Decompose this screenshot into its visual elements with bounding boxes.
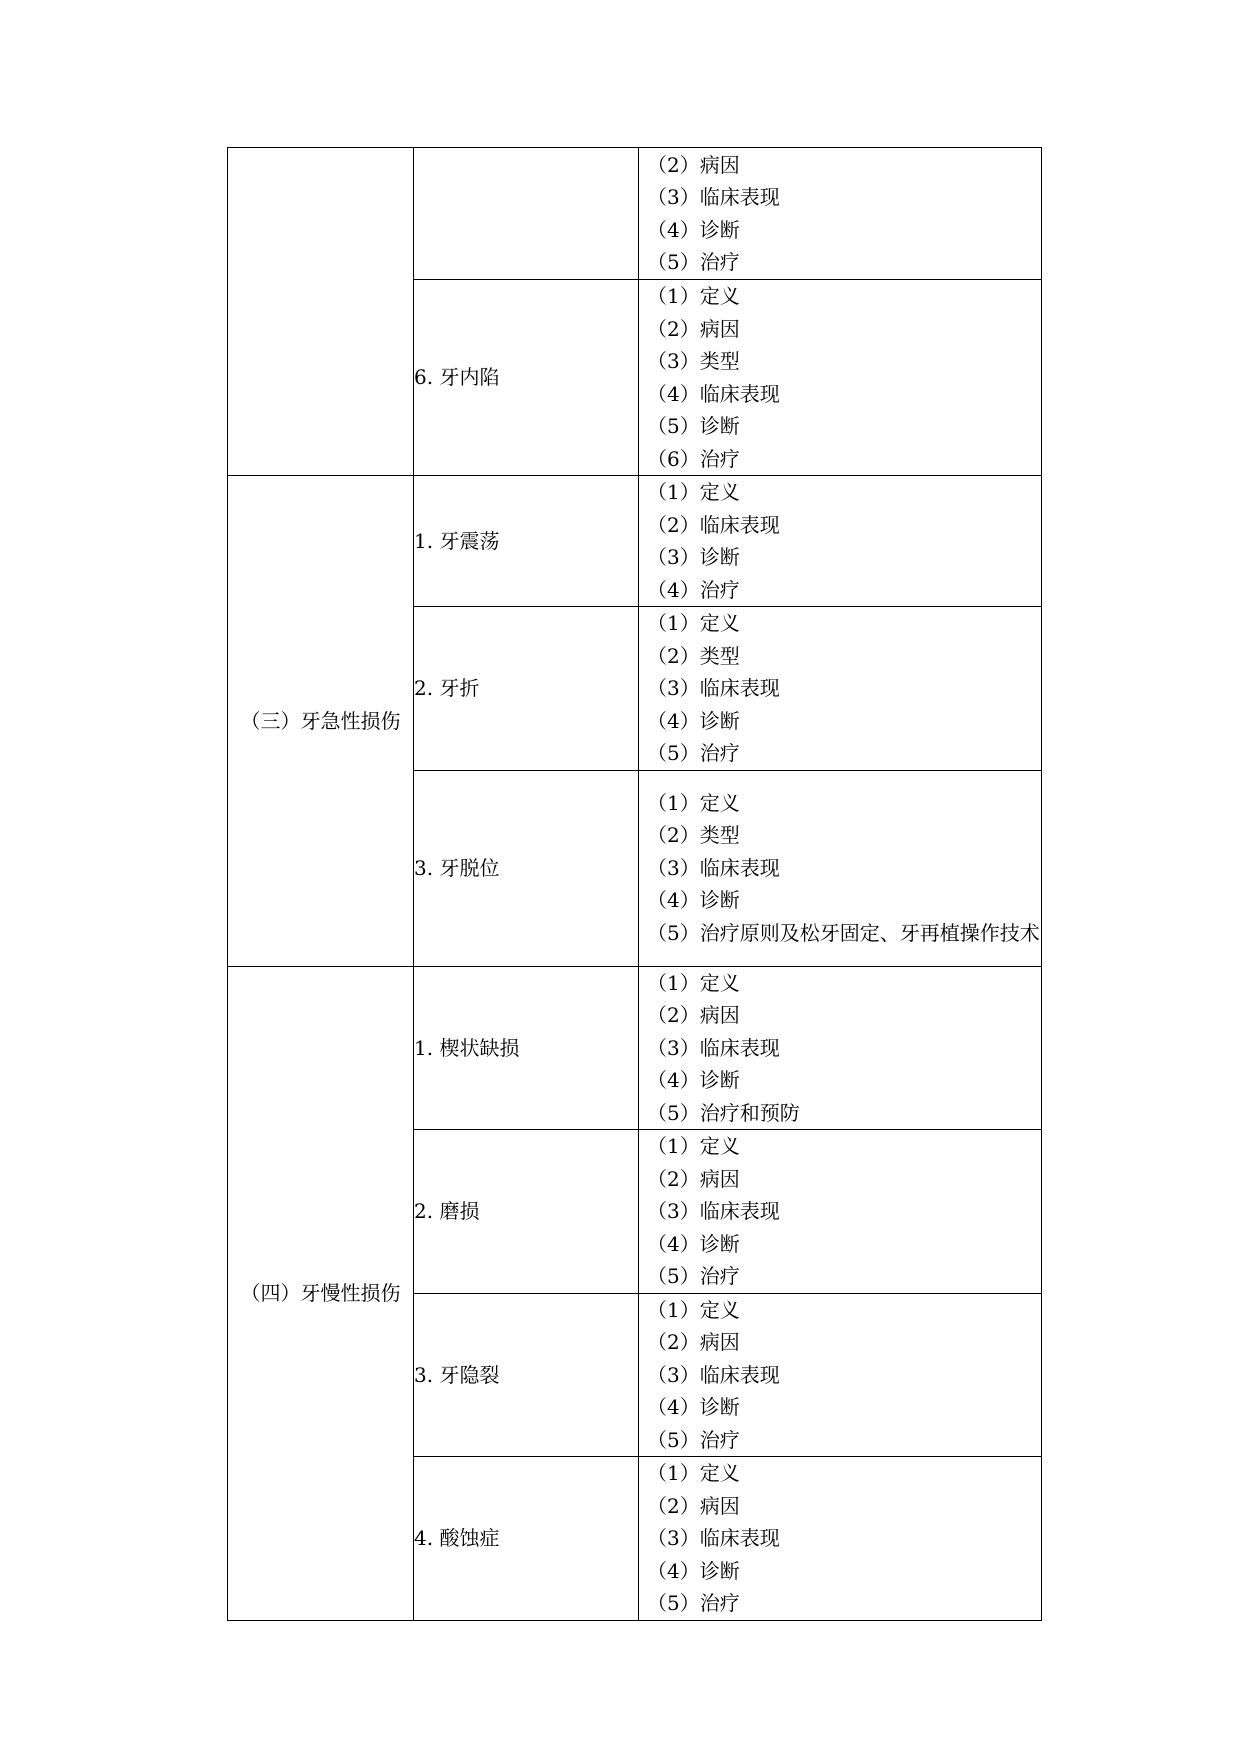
list-item: （2）病因: [647, 1166, 740, 1191]
list-item: （3）诊断: [647, 545, 740, 569]
items-cell: [639, 476, 1042, 607]
list-item: （2）病因: [647, 1330, 740, 1354]
list-item: （2）病因: [647, 1493, 740, 1518]
list-item: （1）定义: [647, 970, 740, 995]
syllabus-table: [227, 147, 1042, 1621]
list-item: （4）诊断: [647, 1068, 740, 1092]
items-cell: [639, 280, 1042, 476]
list-item: （4）诊断: [647, 708, 740, 733]
list-item: （4）诊断: [647, 888, 740, 913]
table-row: [228, 148, 1042, 280]
list-item: （2）病因: [647, 316, 740, 341]
subtopic-cell: [414, 148, 639, 280]
list-item: （3）临床表现: [647, 1199, 780, 1223]
list-item: （3）临床表现: [647, 855, 780, 880]
items-cell: [639, 148, 1042, 280]
items-cell: [639, 1130, 1042, 1294]
list-item: （4）诊断: [647, 1395, 740, 1419]
list-item: （4）治疗: [647, 577, 740, 602]
list-item: （3）临床表现: [647, 1362, 780, 1387]
list-item: （5）诊断: [647, 414, 740, 438]
table-row: [228, 966, 1042, 1130]
list-item: （1）定义: [647, 790, 740, 815]
list-item: （1）定义: [647, 284, 740, 308]
items-cell: [639, 1457, 1042, 1621]
list-item: （4）诊断: [647, 1231, 740, 1256]
list-item: （2）病因: [647, 152, 740, 177]
subtopic-cell: 6. 牙内陷: [414, 280, 639, 476]
subtopic-cell: 1. 楔状缺损: [414, 966, 639, 1130]
category-cell: [228, 148, 414, 476]
list-item: （3）临床表现: [647, 1035, 780, 1060]
list-item: （2）类型: [647, 643, 740, 668]
list-item: （4）临床表现: [647, 381, 780, 406]
items-cell: [639, 607, 1042, 771]
subtopic-cell: 2. 牙折: [414, 607, 639, 771]
items-cell: [639, 770, 1042, 966]
category-cell: （四）牙慢性损伤: [228, 966, 414, 1620]
list-item: （5）治疗: [647, 1264, 740, 1288]
list-item: （1）定义: [647, 1461, 740, 1485]
list-item: （6）治疗: [647, 446, 740, 471]
subtopic-cell: 4. 酸蚀症: [414, 1457, 639, 1621]
list-item: （5）治疗: [647, 250, 740, 274]
list-item: （1）定义: [647, 480, 740, 504]
list-item: （5）治疗和预防: [647, 1100, 800, 1125]
list-item: （2）临床表现: [647, 512, 780, 537]
category-cell: （三）牙急性损伤: [228, 476, 414, 967]
list-item: （1）定义: [647, 1297, 740, 1322]
items-cell: [639, 966, 1042, 1130]
list-item: （5）治疗原则及松牙固定、牙再植操作技术: [647, 920, 1040, 945]
list-item: （2）类型: [647, 823, 740, 848]
subtopic-cell: 2. 磨损: [414, 1130, 639, 1294]
list-item: （5）治疗: [647, 741, 740, 765]
list-item: （5）治疗: [647, 1427, 740, 1452]
list-item: （3）类型: [647, 349, 740, 373]
list-item: （3）临床表现: [647, 1526, 780, 1550]
list-item: （5）治疗: [647, 1591, 740, 1615]
list-item: （1）定义: [647, 611, 740, 635]
list-item: （2）病因: [647, 1003, 740, 1027]
subtopic-cell: 3. 牙脱位: [414, 770, 639, 966]
subtopic-cell: 1. 牙震荡: [414, 476, 639, 607]
items-cell: [639, 1293, 1042, 1457]
list-item: （3）临床表现: [647, 185, 780, 209]
list-item: （1）定义: [647, 1134, 740, 1158]
subtopic-cell: 3. 牙隐裂: [414, 1293, 639, 1457]
list-item: （3）临床表现: [647, 676, 780, 700]
table-row: [228, 476, 1042, 607]
list-item: （4）诊断: [647, 217, 740, 242]
list-item: （4）诊断: [647, 1558, 740, 1583]
